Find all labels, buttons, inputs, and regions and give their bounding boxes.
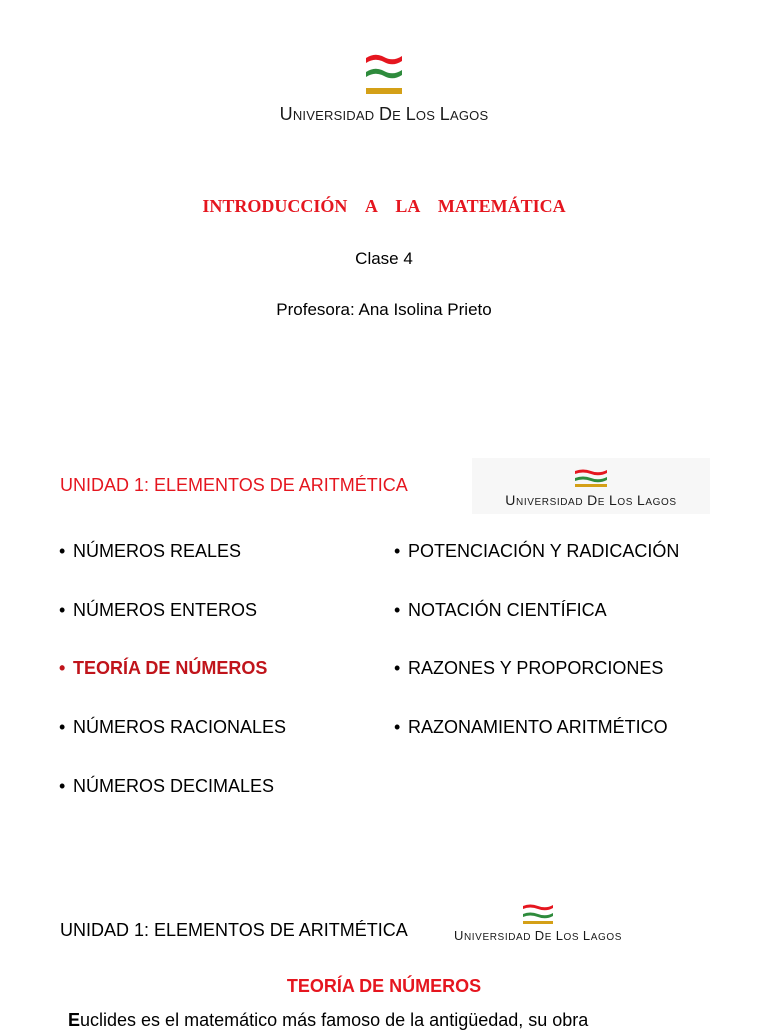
- university-logo: [440, 902, 636, 943]
- class-number: Clase 4: [355, 249, 413, 268]
- university-logo: [0, 52, 768, 125]
- university-name: UNIVERSIDAD DE LOS LAGOS: [279, 104, 489, 124]
- course-title: INTRODUCCIÓN A LA MATEMÁTICA: [202, 196, 566, 216]
- number-theory-slide: [0, 880, 768, 1030]
- section-title: TEORÍA DE NÚMEROS: [286, 976, 482, 996]
- university-name: UNIVERSIDAD DE LOS LAGOS: [453, 928, 622, 943]
- unit-title: UNIDAD 1: ELEMENTOS DE ARITMÉTICA: [60, 475, 408, 495]
- university-name: UNIVERSIDAD DE LOS LAGOS: [505, 492, 677, 508]
- list-item: • NOTACIÓN CIENTÍFICA: [394, 599, 679, 658]
- unit-title: UNIDAD 1: ELEMENTOS DE ARITMÉTICA: [60, 920, 408, 940]
- topics-list-right: [394, 540, 679, 775]
- list-item: • NÚMEROS DECIMALES: [59, 775, 286, 834]
- list-item: • RAZONAMIENTO ARITMÉTICO: [394, 716, 679, 775]
- list-item: • NÚMEROS RACIONALES: [59, 716, 286, 775]
- list-item: • RAZONES Y PROPORCIONES: [394, 657, 679, 716]
- topics-slide: [0, 440, 768, 820]
- list-item: • NÚMEROS REALES: [59, 540, 286, 599]
- university-emblem-icon: [573, 468, 609, 488]
- body-text-rest: uclides es el matemático más famoso de la antigüedad, su obra: [80, 1010, 589, 1030]
- university-emblem-icon: [364, 52, 404, 96]
- list-item: • POTENCIACIÓN Y RADICACIÓN: [394, 540, 679, 599]
- university-emblem-icon: [521, 902, 555, 926]
- drop-letter: E: [68, 1010, 81, 1030]
- title-slide: [0, 0, 768, 400]
- body-paragraph: [68, 1010, 588, 1031]
- teacher-name: Profesora: Ana Isolina Prieto: [276, 300, 492, 319]
- topics-list-left: [59, 540, 286, 833]
- list-item-highlighted: • TEORÍA DE NÚMEROS: [59, 657, 286, 716]
- list-item: • NÚMEROS ENTEROS: [59, 599, 286, 658]
- university-logo: [472, 458, 710, 514]
